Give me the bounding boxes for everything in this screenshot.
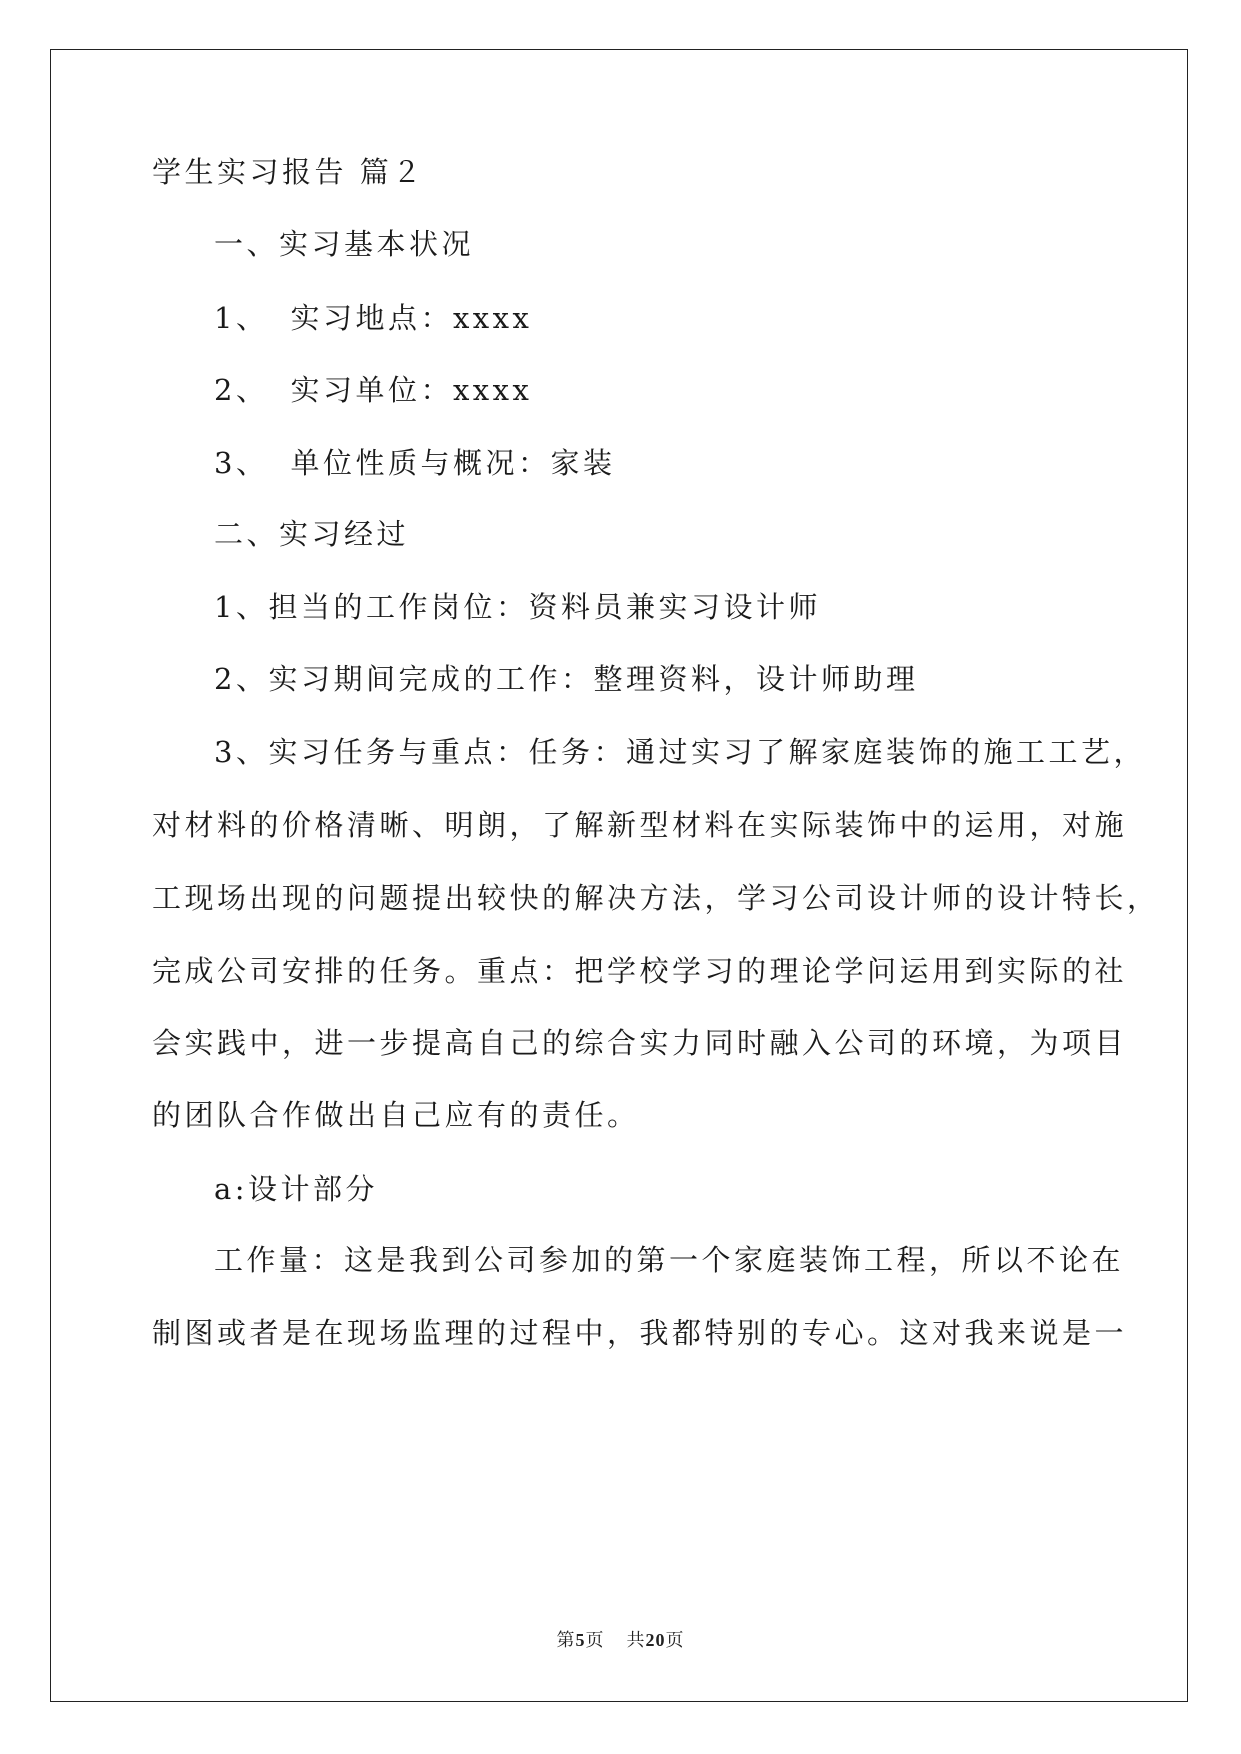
basic-item-unit xyxy=(214,370,532,410)
workload-paragraph-line: 制图或者是在现场监理的过程中，我都特别的专心。这对我来说是一 xyxy=(152,1316,1128,1350)
page-prefix: 第 xyxy=(556,1630,576,1650)
item-text: 实习单位：xxxx xyxy=(290,373,533,407)
workload-paragraph-line: 工作量：这是我到公司参加的第一个家庭装饰工程，所以不论在 xyxy=(214,1243,1125,1277)
section-heading-process: 二、实习经过 xyxy=(214,517,410,551)
task-paragraph-line: 工现场出现的问题提出较快的解决方法，学习公司设计师的设计特长， xyxy=(152,881,1160,915)
task-paragraph-line: 完成公司安排的任务。重点：把学校学习的理论学问运用到实际的社 xyxy=(152,954,1128,988)
task-paragraph-line: 3、实习任务与重点：任务：通过实习了解家庭装饰的施工工艺， xyxy=(214,735,1146,769)
process-item-work: 2、实习期间完成的工作：整理资料，设计师助理 xyxy=(214,662,919,696)
task-paragraph-line: 对材料的价格清晰、明朗，了解新型材料在实际装饰中的运用，对施 xyxy=(152,808,1128,842)
section-heading-basic: 一、实习基本状况 xyxy=(214,227,475,261)
item-number: 3、 xyxy=(214,446,269,480)
total-prefix: 共 xyxy=(626,1630,646,1650)
document-title: 学生实习报告 篇２ xyxy=(152,155,425,189)
total-pages: 20 xyxy=(645,1630,666,1650)
subsection-design: a:设计部分 xyxy=(214,1172,379,1206)
process-item-position: 1、担当的工作岗位：资料员兼实习设计师 xyxy=(214,590,821,624)
page-number: 5 xyxy=(575,1630,586,1650)
item-text: 单位性质与概况：家装 xyxy=(290,446,616,480)
basic-item-location xyxy=(214,298,532,338)
item-number: 2、 xyxy=(214,373,269,407)
basic-item-nature xyxy=(214,443,615,483)
task-paragraph-line: 的团队合作做出自己应有的责任。 xyxy=(152,1098,640,1132)
page-footer xyxy=(0,1626,1241,1652)
page-suffix: 页 xyxy=(585,1630,605,1650)
page-border xyxy=(50,49,1188,1702)
item-text: 实习地点：xxxx xyxy=(290,301,533,335)
task-paragraph-line: 会实践中，进一步提高自己的综合实力同时融入公司的环境，为项目 xyxy=(152,1026,1128,1060)
total-suffix: 页 xyxy=(665,1630,685,1650)
item-number: 1、 xyxy=(214,301,269,335)
